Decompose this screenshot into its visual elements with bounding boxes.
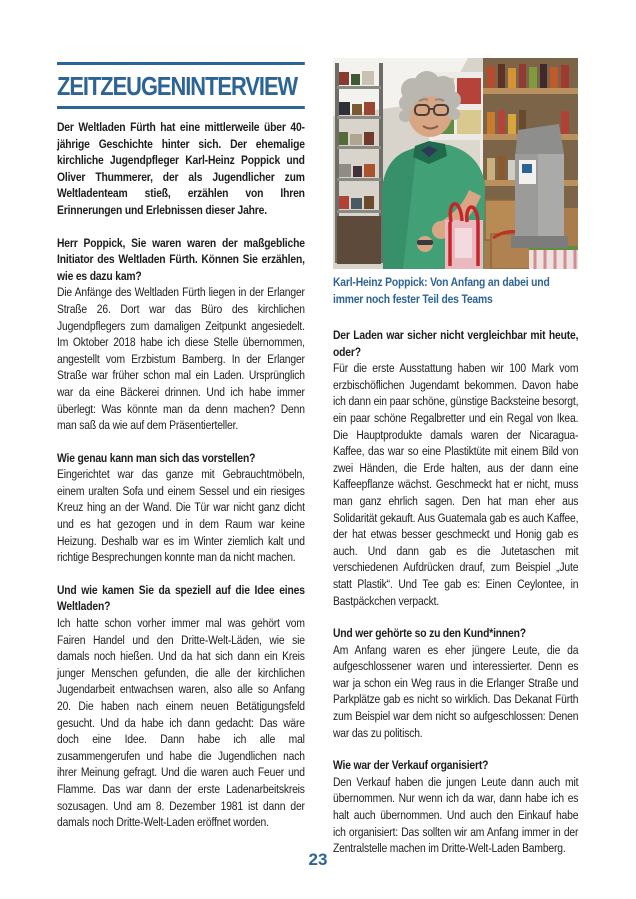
photo-caption: Karl-Heinz Poppick: Von Anfang an dabei und immer noch fester Teil des Teams [333,275,550,306]
right-column-text [333,274,578,857]
question-2: Wie genau kann man sich das vorstellen? [57,450,256,465]
interview-photo [333,58,578,269]
interview-photo-illustration [333,58,578,269]
right-column [333,58,578,857]
answer-4: Für die erste Ausstattung haben wir 100 Mark vom erzbischöflichen Jugendamt bekommen. Davon habe ich dann ein paar schöne, günstige Backsteine besorgt, ein paar schöne Regalbretter und ein Regal von Ikea. Die Hauptprodukte damals waren der Nicaragua-Kaffee, das war so eine Plastiktüte mit einem Bild von zwei Händen, die Erde halten, aus der dann eine Kaffeepflanze wächst. Geschmeckt hat er nicht, muss man ganz ehrlich sagen. Den hat man eher aus Solidarität gekauft. Aus Guatemala gab es auch Kaffee, der hat etwas besser geschmeckt und Honig gab es auch. Und dann gab es die Jutetaschen mit verschiedenen Aufdrücken drauf, zum Beispiel „Jute statt Plastik“. Und Tee gab es: Einen Ceylontee, in Bastpäckchen verpackt. [333,361,579,608]
answer-5: Am Anfang waren es eher jüngere Leute, die da aufgeschlossener waren und interessierter. Denn es war ja schon ein Weg raus in die Erlanger Straße und Parkplätze gab es nicht so wirklich. Das Dekanat Fürth zum Beispiel war dem nicht so aufgeschlossen: Denen war das zu politisch. [333,642,579,740]
left-column [57,62,305,831]
answer-1: Die Anfänge des Weltladen Fürth liegen in der Erlanger Straße 26. Dort war das Büro des kirchlichen Jugendpflegers zum damaligen Zeitpunkt angesiedelt. Im Oktober 2018 habe ich diese Stelle übernommen, angestellt vom Erzbistum Bamberg. In der Erlanger Straße war früher schon mal ein Laden. Ursprünglich war da eine Bäckerei drinnen. Und ich habe immer überlegt: Was könnte man da denn machen? Denn man saß da wie auf dem Präsentierteller. [57,285,305,433]
left-column-text [57,62,305,831]
question-6: Wie war der Verkauf organisiert? [333,758,489,773]
question-5: Und wer gehörte so zu den Kund*innen? [333,626,526,641]
question-4: Der Laden war sicher nicht vergleichbar mit heute, oder? [333,328,579,359]
page-number: 23 [308,850,328,869]
question-1: Herr Poppick, Sie waren waren der maßgebliche Initiator des Weltladen Fürth. Können Sie erzählen, wie es dazu kam? [57,235,305,283]
page-title: ZEITZEUGENINTERVIEW [57,71,298,101]
question-3: Und wie kamen Sie da speziell auf die Idee eines Weltladen? [57,582,305,614]
answer-2: Eingerichtet war das ganze mit Gebrauchtmöbeln, einem uralten Sofa und einem Sessel und ein riesiges Kreuz hing an der Wand. Die Tür war nicht ganz dicht und es hat gezogen und in dem Raum war keine Heizung. Deshalb war es im Winter ziemlich kalt und richtige Besprechungen konnte man da nicht machen. [57,467,305,565]
title-rule-bottom [57,106,305,109]
answer-6: Den Verkauf haben die jungen Leute dann auch mit übernommen. Nur wenn ich da war, dann habe ich es halt auch übernommen. Und auch den Einkauf habe ich organisiert: Das sollten wir am Anfang immer in der Zentralstelle machen im Dritte-Welt-Laden Bamberg. [333,774,579,856]
answer-3: Ich hatte schon vorher immer mal was gehört vom Fairen Handel und den Dritte-Welt-Läden, wie sie damals noch hießen. Und da hat sich dann ein Kreis junger Menschen gefunden, die alle der kirchlichen Jugendarbeit entwachsen waren, also alle so Anfang 20. Die haben nach einem neuen Betätigungsfeld gesucht. Und da habe ich dann gedacht: Das wäre doch eine Idee. Dann habe ich alle mal zusammengerufen und habe die Jugendlichen nach ihrer Meinung gefragt. Und die waren auch Feuer und Flamme. Das war dann der erste Ladenarbeitskreis sozusagen. Und am 8. Dezember 1981 ist dann der damals noch Dritte-Welt-Laden eröffnet worden. [57,616,305,830]
article-intro: Der Weltladen Fürth hat eine mittlerweile über 40-jährige Geschichte hinter sich. Der ehemalige kirchliche Jugendpfleger Karl-Heinz Poppick und Oliver Thummerer, der als Jugendlicher zum Weltladenteam stieß, erzählen von Ihren Erinnerungen und Erlebnissen dieser Jahre. [57,120,305,217]
title-rule-top [57,62,305,65]
